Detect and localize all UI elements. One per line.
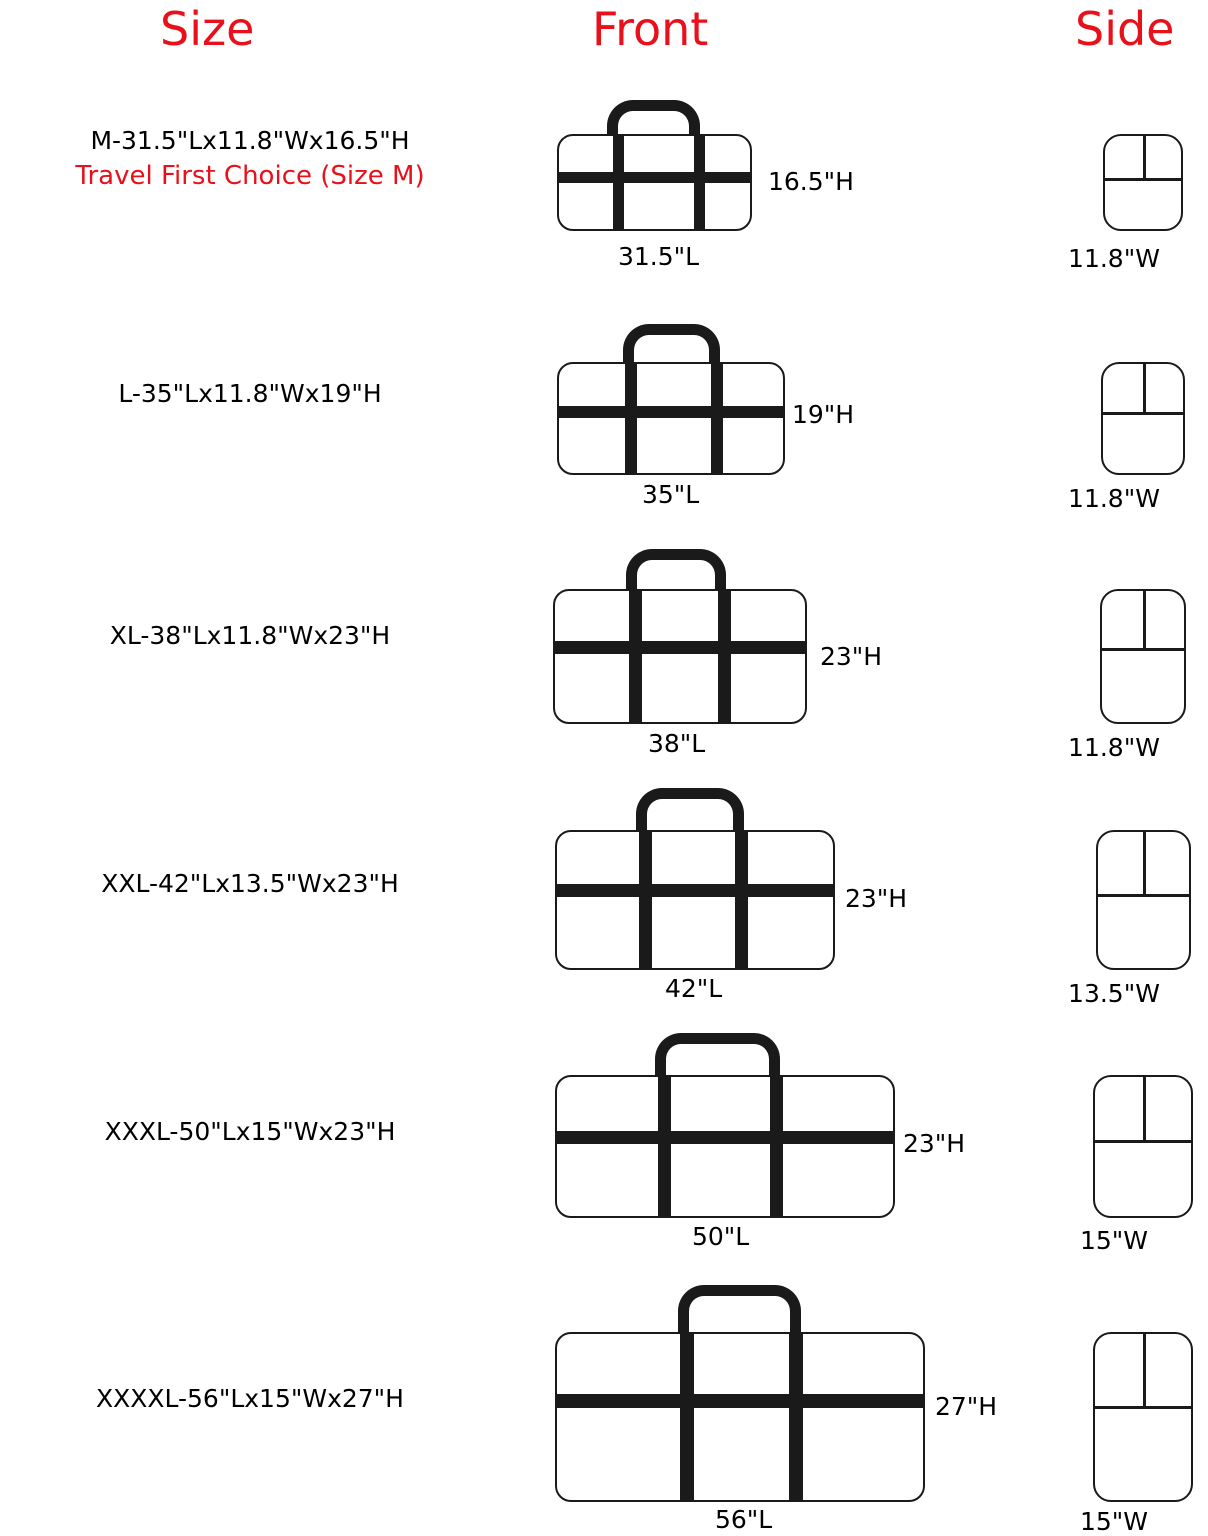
front-height-label: 23"H <box>820 642 883 671</box>
side-view <box>1020 1017 1208 1267</box>
size-cell <box>0 377 500 411</box>
chart-header <box>0 0 1208 72</box>
bag-body-front <box>557 134 752 231</box>
side-width-label: 11.8"W <box>1068 733 1160 762</box>
side-divider-horizontal <box>1103 412 1183 415</box>
front-view <box>500 527 1020 772</box>
side-width-label: 11.8"W <box>1068 244 1160 273</box>
bag-strap-vertical-right <box>694 136 705 229</box>
side-divider-vertical <box>1143 136 1146 178</box>
front-height-label: 27"H <box>935 1392 998 1421</box>
bag-strap-vertical-left <box>629 591 642 722</box>
bag-body-front <box>555 830 835 970</box>
size-label: L-35"Lx11.8"Wx19"H <box>118 379 382 408</box>
front-length-label: 38"L <box>648 729 706 758</box>
bag-strap-vertical-right <box>711 364 723 473</box>
bag-body-side <box>1101 362 1185 475</box>
side-divider-vertical <box>1143 364 1146 412</box>
front-length-label: 50"L <box>692 1222 750 1251</box>
bag-strap-horizontal <box>555 641 805 654</box>
bag-strap-vertical-left <box>639 832 652 968</box>
side-divider-vertical <box>1143 591 1146 648</box>
size-note: Travel First Choice (Size M) <box>75 161 425 191</box>
side-divider-vertical <box>1143 832 1146 894</box>
front-length-label: 56"L <box>715 1505 773 1534</box>
side-width-label: 15"W <box>1079 1507 1149 1536</box>
bag-strap-vertical-left <box>680 1334 694 1500</box>
bag-body-side <box>1103 134 1183 231</box>
bag-body-side <box>1096 830 1191 970</box>
side-view <box>1020 72 1208 302</box>
size-cell <box>0 619 500 653</box>
side-divider-horizontal <box>1095 1140 1191 1143</box>
front-height-label: 19"H <box>792 400 855 429</box>
bag-strap-horizontal <box>557 1394 923 1408</box>
front-view <box>500 1267 1020 1534</box>
front-height-label: 16.5"H <box>768 167 854 196</box>
size-label: XXL-42"Lx13.5"Wx23"H <box>101 869 399 898</box>
header-front: Front <box>592 2 709 56</box>
side-divider-horizontal <box>1095 1406 1191 1409</box>
table-row <box>0 527 1208 772</box>
front-length-label: 42"L <box>665 974 723 1003</box>
size-cell <box>0 867 500 901</box>
header-side: Side <box>1075 2 1175 56</box>
side-view <box>1020 527 1208 772</box>
bag-body-side <box>1100 589 1186 724</box>
bag-body-front <box>555 1332 925 1502</box>
table-row <box>0 1017 1208 1267</box>
side-width-label: 11.8"W <box>1068 484 1160 513</box>
table-row <box>0 302 1208 527</box>
size-label: XXXXL-56"Lx15"Wx27"H <box>96 1384 404 1413</box>
bag-body-front <box>555 1075 895 1218</box>
bag-strap-vertical-right <box>735 832 748 968</box>
size-label: XXXL-50"Lx15"Wx23"H <box>104 1117 396 1146</box>
front-view <box>500 72 1020 302</box>
side-divider-vertical <box>1143 1334 1146 1406</box>
table-row <box>0 772 1208 1017</box>
front-view <box>500 772 1020 1017</box>
front-length-label: 31.5"L <box>618 242 700 271</box>
front-height-label: 23"H <box>903 1129 966 1158</box>
bag-strap-vertical-left <box>658 1077 671 1216</box>
bag-body-front <box>553 589 807 724</box>
bag-body-side <box>1093 1075 1193 1218</box>
front-view <box>500 302 1020 527</box>
side-divider-vertical <box>1143 1077 1146 1140</box>
table-row <box>0 1267 1208 1536</box>
bag-strap-horizontal <box>559 172 750 183</box>
side-view <box>1020 1267 1208 1536</box>
bag-strap-vertical-right <box>770 1077 783 1216</box>
size-cell <box>0 124 500 194</box>
bag-strap-vertical-left <box>625 364 637 473</box>
table-row <box>0 72 1208 302</box>
size-label: XL-38"Lx11.8"Wx23"H <box>109 621 391 650</box>
bag-strap-horizontal <box>559 406 783 418</box>
size-cell <box>0 1382 500 1416</box>
bag-strap-vertical-left <box>613 136 624 229</box>
side-width-label: 15"W <box>1079 1226 1149 1255</box>
front-length-label: 35"L <box>642 480 700 509</box>
front-view <box>500 1017 1020 1267</box>
header-size: Size <box>160 2 255 56</box>
side-divider-horizontal <box>1105 178 1181 181</box>
bag-strap-vertical-right <box>789 1334 803 1500</box>
bag-strap-horizontal <box>557 884 833 897</box>
side-width-label: 13.5"W <box>1068 979 1160 1008</box>
side-divider-horizontal <box>1102 648 1184 651</box>
bag-strap-vertical-right <box>718 591 731 722</box>
bag-strap-horizontal <box>557 1131 893 1144</box>
front-height-label: 23"H <box>845 884 908 913</box>
side-view <box>1020 302 1208 527</box>
side-view <box>1020 772 1208 1017</box>
bag-body-front <box>557 362 785 475</box>
bag-body-side <box>1093 1332 1193 1502</box>
size-cell <box>0 1115 500 1149</box>
side-divider-horizontal <box>1098 894 1189 897</box>
size-label: M-31.5"Lx11.8"Wx16.5"H <box>90 126 410 155</box>
